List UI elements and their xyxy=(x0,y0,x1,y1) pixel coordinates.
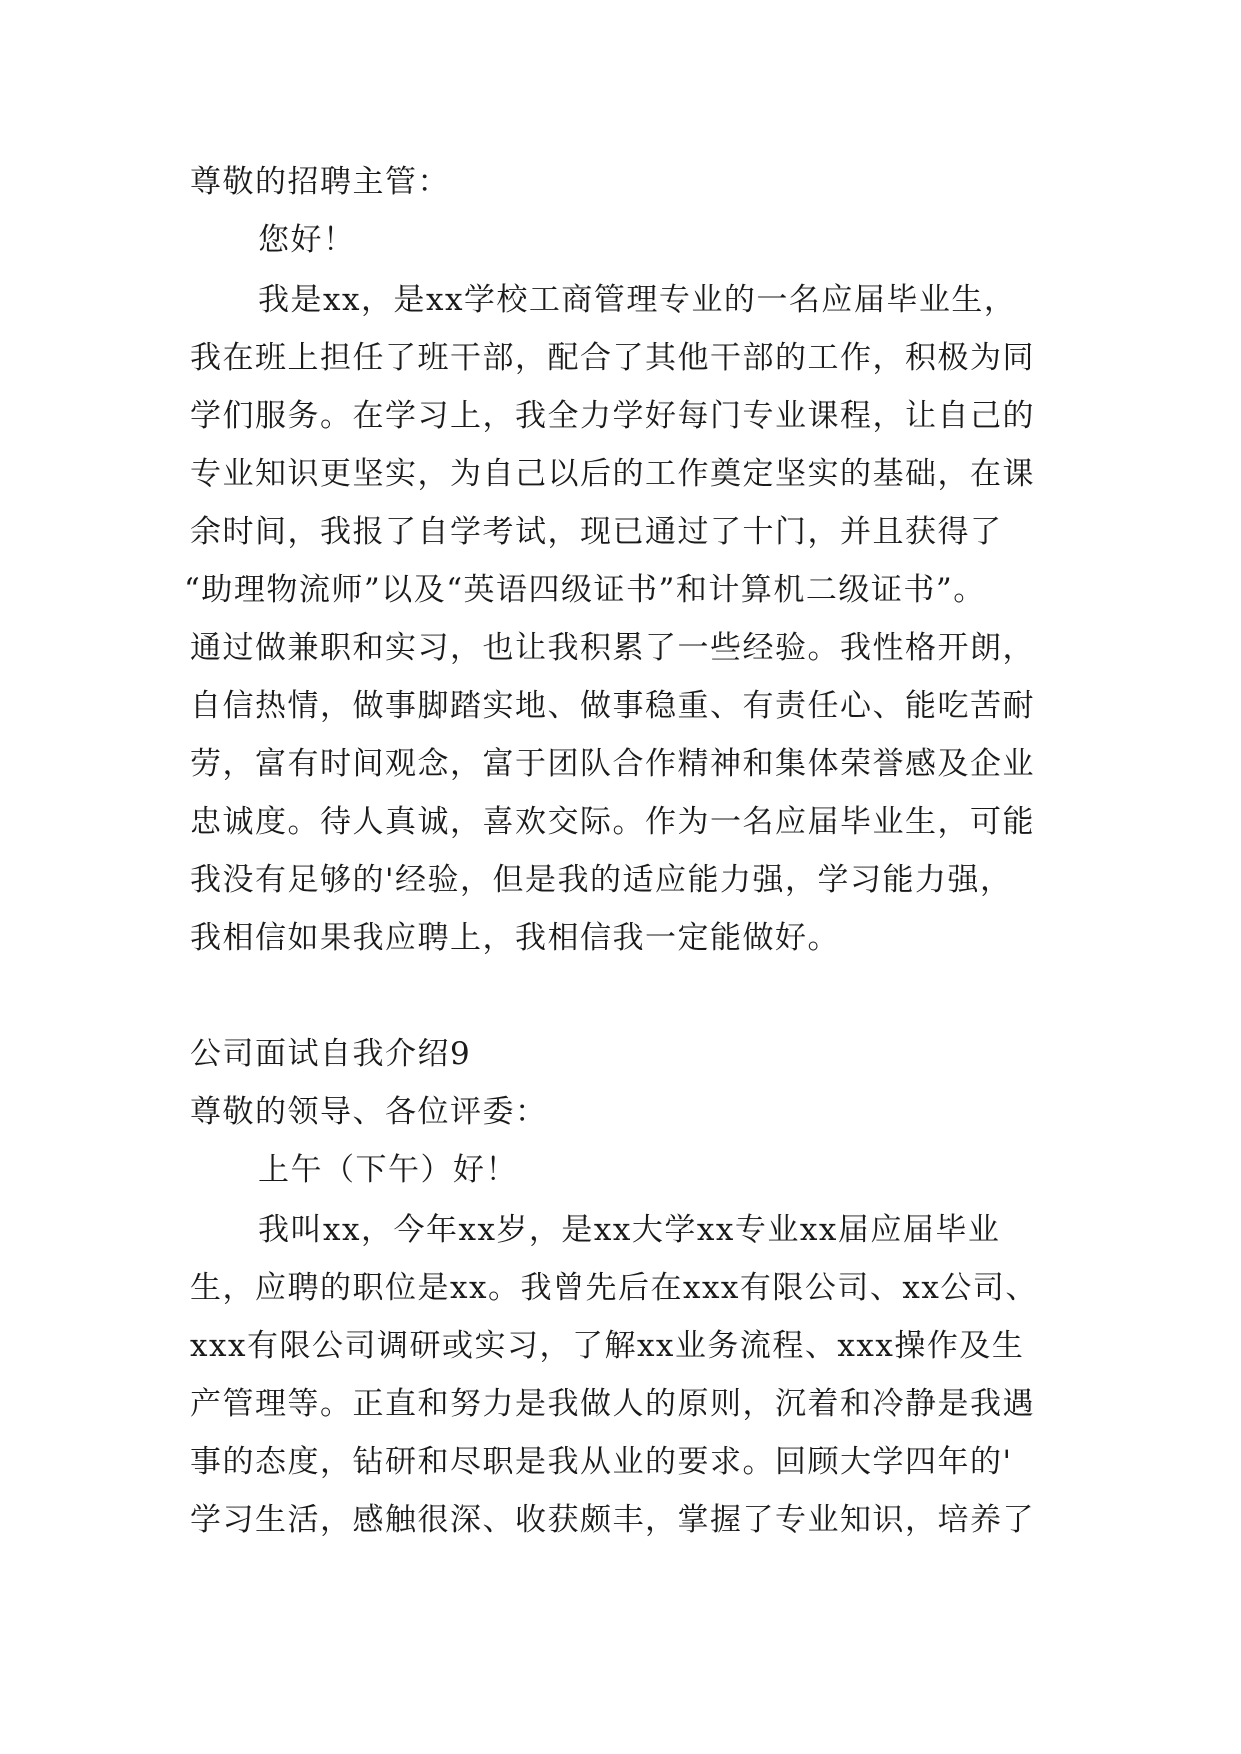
section2-line-4: 事的态度，钻研和尽职是我从业的要求。回顾大学四年的' xyxy=(190,1444,1013,1480)
section2-line-3: 产管理等。正直和努力是我做人的原则，沉着和冷静是我遇 xyxy=(190,1386,1035,1422)
letter1-greeting: 您好！ xyxy=(258,222,356,258)
letter1-line-10: 我没有足够的'经验，但是我的适应能力强，学习能力强， xyxy=(190,862,1013,898)
section2-line-0: 我叫xx，今年xx岁，是xx大学xx专业xx届应届毕业 xyxy=(258,1212,1001,1248)
letter1-line-5: “助理物流师”以及“英语四级证书”和计算机二级证书”。 xyxy=(184,572,986,608)
letter1-line-4: 余时间，我报了自学考试，现已通过了十门，并且获得了 xyxy=(190,514,1003,550)
section2-line-5: 学习生活，感触很深、收获颇丰，掌握了专业知识，培养了 xyxy=(190,1502,1035,1538)
letter1-line-7: 自信热情，做事脚踏实地、做事稳重、有责任心、能吃苦耐 xyxy=(190,688,1035,724)
section2-heading: 公司面试自我介绍9 xyxy=(190,1036,472,1072)
letter1-line-6: 通过做兼职和实习，也让我积累了一些经验。我性格开朗， xyxy=(190,630,1035,666)
letter1-line-11: 我相信如果我应聘上，我相信我一定能做好。 xyxy=(190,920,840,956)
section2-line-1: 生，应聘的职位是xx。我曾先后在xxx有限公司、xx公司、 xyxy=(190,1270,1038,1306)
section2-line-2: xxx有限公司调研或实习，了解xx业务流程、xxx操作及生 xyxy=(190,1328,1025,1364)
letter1-line-2: 学们服务。在学习上，我全力学好每门专业课程，让自己的 xyxy=(190,398,1035,434)
letter1-salutation: 尊敬的招聘主管： xyxy=(190,164,450,200)
letter1-line-1: 我在班上担任了班干部，配合了其他干部的工作，积极为同 xyxy=(190,340,1035,376)
letter1-line-8: 劳，富有时间观念，富于团队合作精神和集体荣誉感及企业 xyxy=(190,746,1035,782)
letter1-line-3: 专业知识更坚实，为自己以后的工作奠定坚实的基础，在课 xyxy=(190,456,1035,492)
section2-salutation: 尊敬的领导、各位评委： xyxy=(190,1094,548,1130)
letter1-line-9: 忠诚度。待人真诚，喜欢交际。作为一名应届毕业生，可能 xyxy=(190,804,1035,840)
section2-greeting: 上午（下午）好！ xyxy=(258,1152,518,1188)
letter1-line-0: 我是xx，是xx学校工商管理专业的一名应届毕业生， xyxy=(258,282,1017,318)
